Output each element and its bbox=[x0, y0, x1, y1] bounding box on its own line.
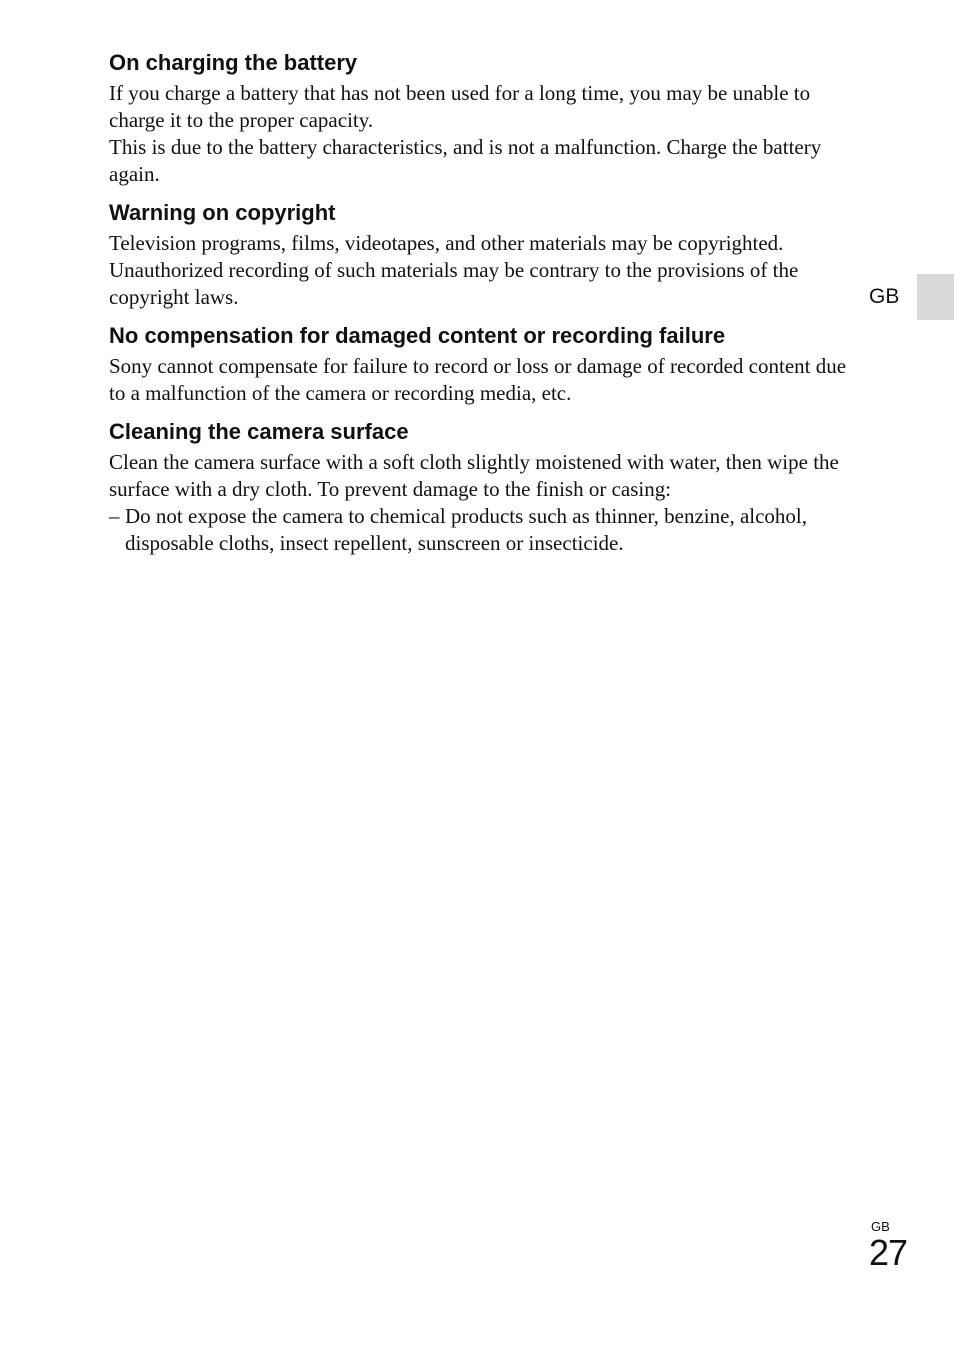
section-heading: On charging the battery bbox=[109, 50, 358, 75]
page-number: 27 bbox=[869, 1232, 908, 1273]
language-side-tab bbox=[917, 274, 954, 320]
list-item bbox=[109, 503, 861, 557]
footer-language-code: GB bbox=[871, 1219, 890, 1234]
section-heading: No compensation for damaged content or recording failure bbox=[109, 323, 726, 348]
page-content bbox=[109, 48, 861, 567]
dash-marker: – bbox=[109, 504, 120, 528]
section-paragraph: Television programs, films, videotapes, and other materials may be copyrighted. Unauthorized recording of such materials may be contrary to the provisions of the copyright laws. bbox=[109, 231, 799, 309]
section-cleaning bbox=[109, 417, 861, 557]
section-heading: Warning on copyright bbox=[109, 200, 336, 225]
section-paragraph: This is due to the battery characteristics, and is not a malfunction. Charge the battery again. bbox=[109, 135, 822, 186]
list-item-text: Do not expose the camera to chemical products such as thinner, benzine, alcohol, disposable cloths, insect repellent, sunscreen or insecticide. bbox=[125, 504, 808, 555]
section-copyright bbox=[109, 198, 861, 311]
section-paragraph: Clean the camera surface with a soft cloth slightly moistened with water, then wipe the surface with a dry cloth. To prevent damage to the finish or casing: bbox=[109, 450, 839, 501]
section-compensation bbox=[109, 321, 861, 407]
section-charging bbox=[109, 48, 861, 188]
section-heading: Cleaning the camera surface bbox=[109, 419, 409, 444]
section-paragraph: Sony cannot compensate for failure to record or loss or damage of recorded content due to a malfunction of the camera or recording media, etc. bbox=[109, 354, 847, 405]
language-tab-label: GB bbox=[869, 285, 900, 308]
section-paragraph: If you charge a battery that has not been used for a long time, you may be unable to charge it to the proper capacity. bbox=[109, 81, 811, 132]
